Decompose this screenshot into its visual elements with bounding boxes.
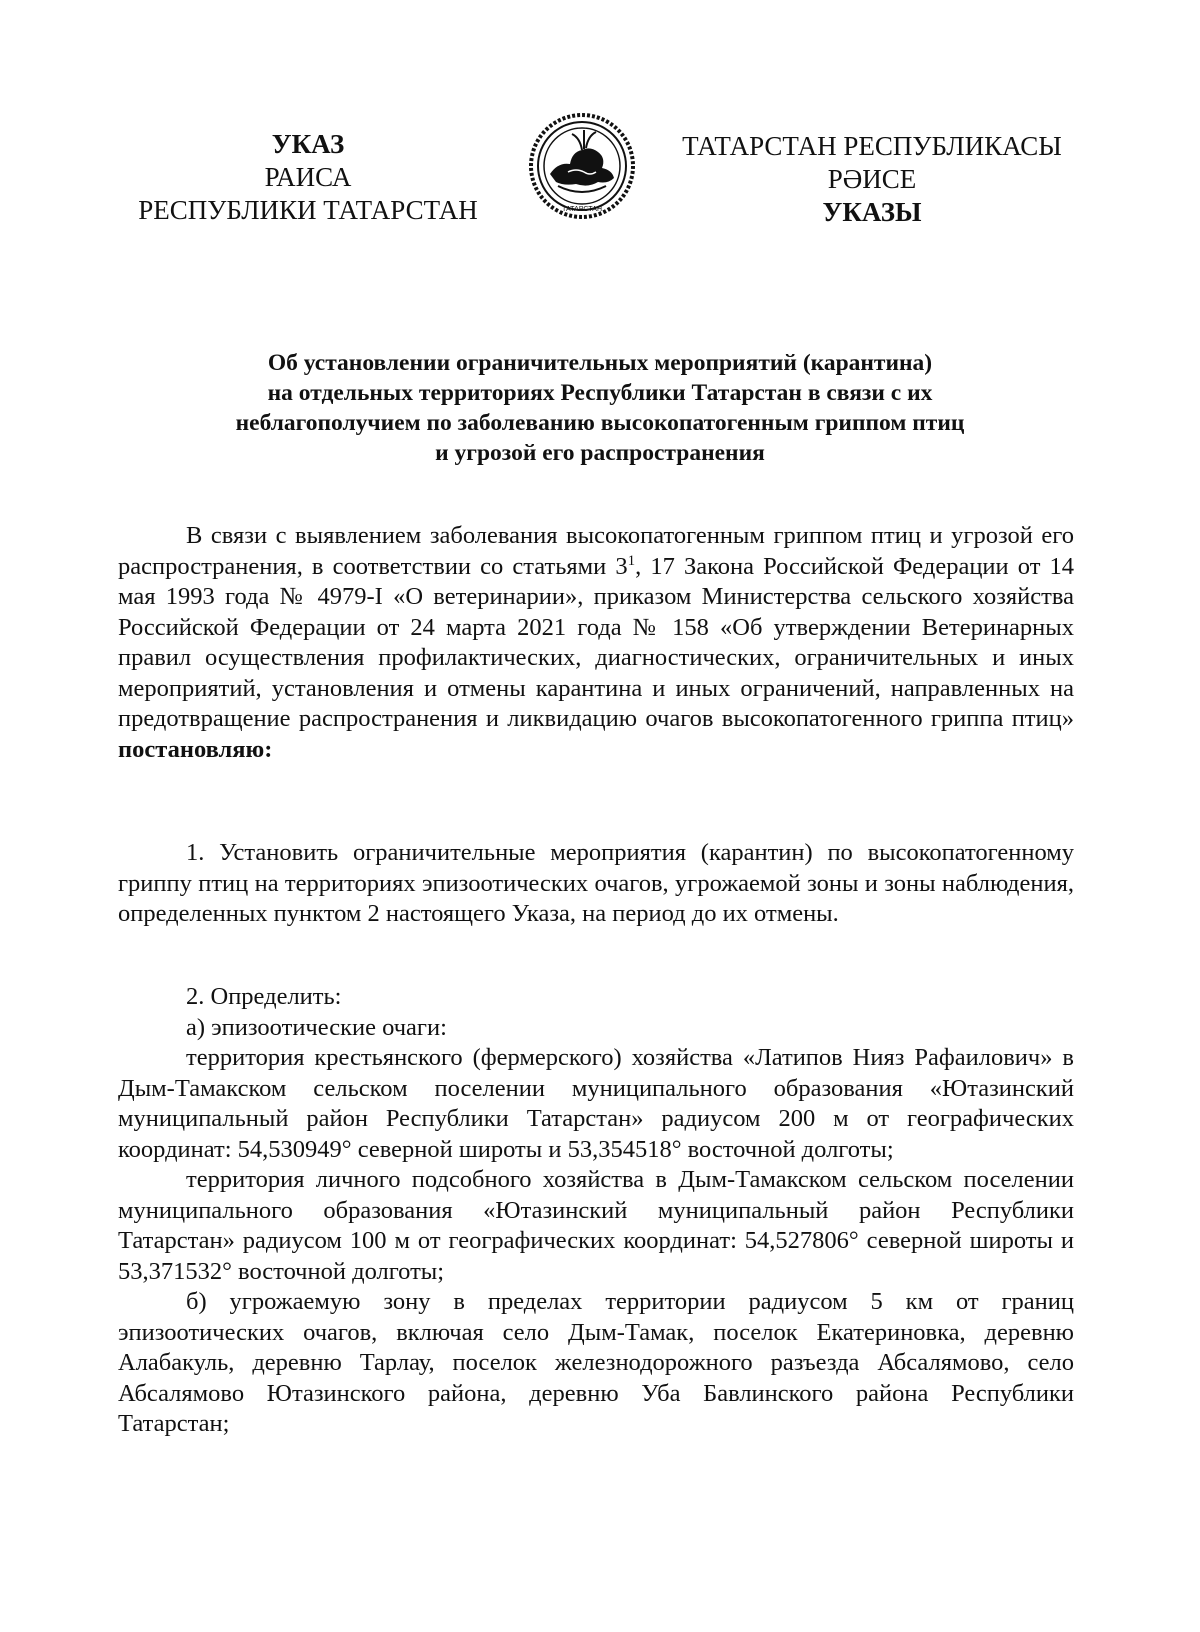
item-2-sub-b: б) угрожаемую зону в пределах территории радиусом 5 км от границ эпизоотических очагов, включая село Дым-Тамак, поселок Екатериновка, деревню Алабакуль, деревню Тарлау, поселок железнодорожного разъезда Абсалямово, село Абсалямово Ютазинского района, деревню Уба Бавлинского района Республики Татарстан;	[118, 1288, 1074, 1437]
header-left-line2: РАИСА	[264, 162, 352, 192]
header-left-russian	[108, 128, 508, 227]
title-line: неблагополучием по заболеванию высокопатогенным гриппом птиц	[235, 410, 965, 436]
tatarstan-emblem-icon	[528, 112, 636, 220]
title-line: на отдельных территориях Республики Татарстан в связи с их	[267, 380, 933, 406]
title-line: Об установлении ограничительных мероприятий (карантина)	[267, 350, 933, 376]
header-right-tatar	[662, 130, 1082, 229]
preamble-text-2: , 17 Закона Российской Федерации от 14 мая 1993 года № 4979-I «О ветеринарии», приказом Министерства сельского хозяйства Российской Федерации от 24 марта 2021 года № 158 «Об утверждении Ветеринарных правил осуществления профилактических, диагностических, ограничительных и иных мероприятий, установления и отмены карантина и иных ограничений, направленных на предотвращение распространения и ликвидацию очагов высокопатогенного гриппа птиц»	[118, 552, 1075, 732]
preamble-superscript: 1	[627, 552, 636, 569]
title-line: и угрозой его распространения	[435, 440, 765, 466]
preamble-section	[118, 521, 1074, 765]
emblem-text: ТАТАРСТАН	[561, 206, 603, 213]
item-1-section	[118, 838, 1074, 930]
header-right-line2: РӘИСЕ	[827, 164, 917, 194]
item-2-section	[118, 982, 1074, 1440]
header-right-line1: ТАТАРСТАН РЕСПУБЛИКАСЫ	[682, 131, 1062, 161]
preamble-colon: :	[264, 735, 273, 763]
preamble-decree-word: постановляю	[118, 735, 265, 763]
item-1-paragraph: 1. Установить ограничительные мероприятия (карантин) по высокопатогенному гриппу птиц на территориях эпизоотических очагов, угрожаемой зоны и зоны наблюдения, определенных пунктом 2 настоящего Указа, на период до их отмены.	[118, 839, 1074, 927]
item-2-sub-a: а) эпизоотические очаги:	[186, 1013, 447, 1041]
preamble-paragraph	[118, 521, 1074, 765]
header-left-line3: РЕСПУБЛИКИ ТАТАРСТАН	[138, 195, 478, 225]
header-left-title: УКАЗ	[271, 129, 345, 159]
preamble-text-1: В связи с выявлением заболевания высокопатогенным гриппом птиц и угрозой его распространения, в соответствии со статьями 3	[118, 522, 1074, 580]
header-right-title: УКАЗЫ	[822, 197, 922, 227]
item-2-focus-1: территория крестьянского (фермерского) хозяйства «Латипов Нияз Рафаилович» в Дым-Тамакском сельском поселении муниципального образования «Ютазинский муниципальный район Республики Татарстан» радиусом 200 м от географических координат: 54,530949° северной широты и 53,354518° восточной долготы;	[118, 1044, 1074, 1163]
item-2-heading: 2. Определить:	[186, 983, 342, 1010]
item-2-focus-2: территория личного подсобного хозяйства в Дым-Тамакском сельском поселении муниципального образования «Ютазинский муниципальный район Республики Татарстан» радиусом 100 м от географических координат: 54,527806° северной широты и 53,371532° восточной долготы;	[118, 1166, 1074, 1285]
document-title	[110, 348, 1090, 468]
